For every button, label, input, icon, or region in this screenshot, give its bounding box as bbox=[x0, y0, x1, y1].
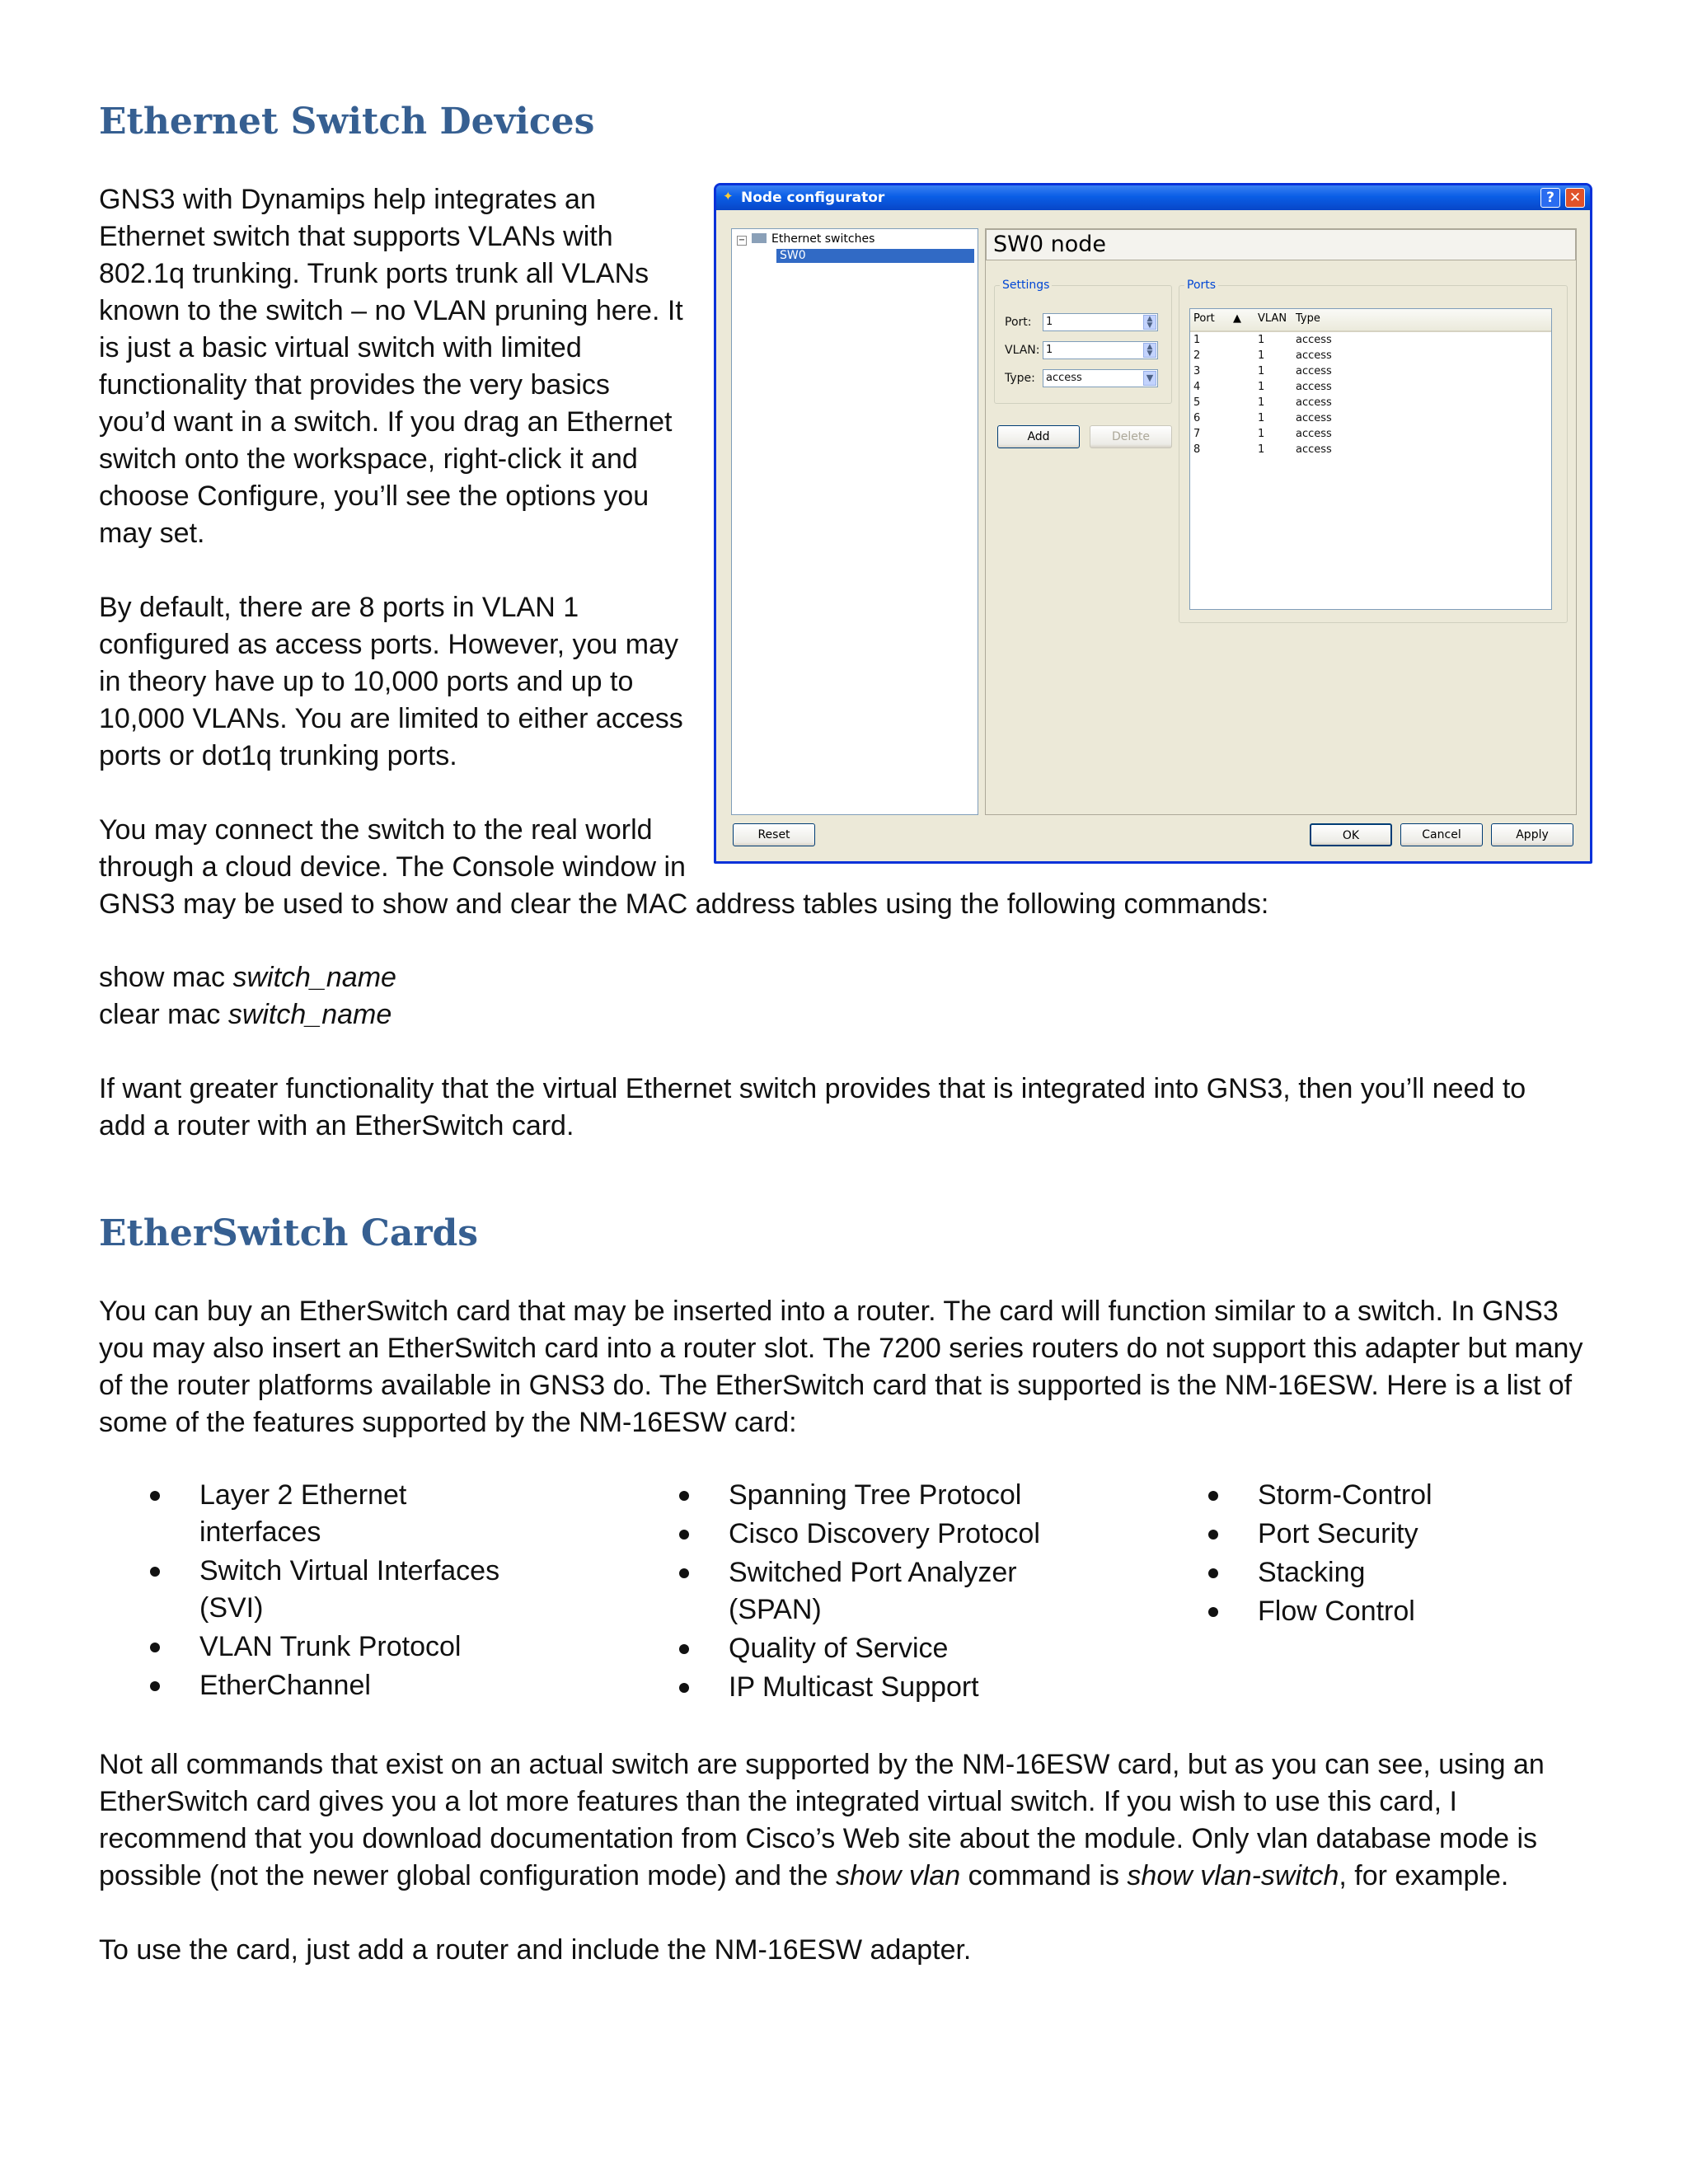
cell-vlan: 1 bbox=[1258, 365, 1265, 377]
ports-table[interactable] bbox=[1189, 308, 1552, 610]
dialog-titlebar bbox=[716, 185, 1590, 210]
cancel-button[interactable]: Cancel bbox=[1400, 823, 1483, 846]
table-row[interactable] bbox=[1190, 410, 1551, 426]
cell-vlan: 1 bbox=[1258, 381, 1265, 393]
vlan-row bbox=[1005, 341, 1158, 359]
text-line: EtherSwitch card gives you a lot more features than the integrated virtual switch. If you wish to use this card, I bbox=[99, 1786, 1457, 1817]
cell-type: access bbox=[1296, 349, 1332, 362]
spin-arrows-icon[interactable]: ▲ ▼ bbox=[1143, 315, 1156, 330]
command-show-mac bbox=[99, 959, 396, 996]
text-line bbox=[99, 1858, 1545, 1895]
settings-group bbox=[994, 279, 1172, 404]
table-row[interactable] bbox=[1190, 395, 1551, 410]
add-button[interactable]: Add bbox=[997, 425, 1080, 448]
vlan-spinbox[interactable] bbox=[1043, 341, 1158, 359]
list-item: Flow Control bbox=[1157, 1593, 1569, 1630]
cell-port: 2 bbox=[1193, 349, 1201, 362]
text-line: recommend that you download documentation from Cisco’s Web site about the module. Only vlan database mode is bbox=[99, 1823, 1538, 1854]
text-line: You can buy an EtherSwitch card that may be inserted into a router. The card will function similar to a switch. In GNS3 bbox=[99, 1296, 1559, 1327]
text-line: through a cloud device. The Console window in bbox=[99, 851, 686, 883]
text-line: you’d want in a switch. If you drag an Ethernet bbox=[99, 406, 673, 438]
emphasis-text: show vlan bbox=[836, 1860, 961, 1891]
tree-item-label: Ethernet switches bbox=[771, 232, 875, 246]
ports-legend: Ports bbox=[1187, 279, 1217, 292]
spin-arrows-icon[interactable]: ▲ ▼ bbox=[1143, 343, 1156, 358]
text-line: known to the switch – no VLAN pruning here. It bbox=[99, 295, 683, 326]
cell-vlan: 1 bbox=[1258, 428, 1265, 440]
feature-column-3 bbox=[1157, 1477, 1569, 1632]
chevron-down-icon[interactable]: ▼ bbox=[1143, 371, 1156, 386]
table-row[interactable] bbox=[1190, 379, 1551, 395]
command-clear-mac bbox=[99, 996, 396, 1033]
table-row[interactable] bbox=[1190, 363, 1551, 379]
section-heading-etherswitch-cards: EtherSwitch Cards bbox=[99, 1212, 479, 1254]
node-configurator-dialog bbox=[714, 183, 1592, 864]
etherswitch-intro-paragraph bbox=[99, 1293, 1582, 1441]
use-card-paragraph bbox=[99, 1932, 971, 1969]
vlan-value: 1 bbox=[1046, 344, 1053, 356]
cell-vlan: 1 bbox=[1258, 412, 1265, 424]
cell-type: access bbox=[1296, 381, 1332, 393]
table-row[interactable] bbox=[1190, 348, 1551, 363]
port-spinbox[interactable] bbox=[1043, 313, 1158, 331]
text-line: may set. bbox=[99, 518, 205, 549]
apply-button[interactable]: Apply bbox=[1491, 823, 1573, 846]
text-line: you may also insert an EtherSwitch card into a router slot. The 7200 series routers do not support this adapter but many bbox=[99, 1333, 1583, 1364]
type-value: access bbox=[1046, 372, 1082, 384]
cell-type: access bbox=[1296, 428, 1332, 440]
cell-vlan: 1 bbox=[1258, 349, 1265, 362]
port-row bbox=[1005, 313, 1158, 331]
table-row[interactable] bbox=[1190, 442, 1551, 457]
tree-item-sw0[interactable]: SW0 bbox=[776, 249, 974, 263]
cell-vlan: 1 bbox=[1258, 334, 1265, 346]
feature-column-1 bbox=[99, 1477, 560, 1706]
settings-legend: Settings bbox=[1002, 279, 1050, 292]
command-argument: switch_name bbox=[232, 962, 396, 993]
list-item: Port Security bbox=[1157, 1516, 1569, 1553]
type-row bbox=[1005, 369, 1158, 387]
text-line: By default, there are 8 ports in VLAN 1 bbox=[99, 592, 579, 623]
text-line: choose Configure, you’ll see the options you bbox=[99, 480, 649, 512]
cell-type: access bbox=[1296, 412, 1332, 424]
command-argument: switch_name bbox=[227, 999, 392, 1030]
cell-type: access bbox=[1296, 334, 1332, 346]
column-header-type[interactable]: Type bbox=[1296, 312, 1320, 325]
emphasis-text: show vlan-switch bbox=[1127, 1860, 1339, 1891]
list-item: Quality of Service bbox=[628, 1630, 1040, 1667]
text-line: You may connect the switch to the real world bbox=[99, 814, 653, 846]
text-line: If want greater functionality that the virtual Ethernet switch provides that is integrated into GNS3, then you’ll need to bbox=[99, 1073, 1526, 1104]
list-item: Spanning Tree Protocol bbox=[628, 1477, 1040, 1514]
cell-type: access bbox=[1296, 443, 1332, 456]
tree-item-ethernet-switches[interactable] bbox=[737, 232, 874, 246]
cell-port: 1 bbox=[1193, 334, 1201, 346]
cell-vlan: 1 bbox=[1258, 443, 1265, 456]
reset-button[interactable]: Reset bbox=[733, 823, 815, 846]
app-icon: ✦ bbox=[723, 189, 734, 204]
text-line: in theory have up to 10,000 ports and up to bbox=[99, 666, 634, 697]
command-text: clear mac bbox=[99, 999, 228, 1030]
text-line: 802.1q trunking. Trunk ports trunk all VLANs bbox=[99, 258, 649, 289]
node-title: SW0 node bbox=[986, 229, 1576, 260]
text-line: 10,000 VLANs. You are limited to either access bbox=[99, 703, 683, 734]
ok-button[interactable]: OK bbox=[1310, 823, 1392, 846]
list-item: Switch Virtual Interfaces (SVI) bbox=[99, 1553, 529, 1627]
text-line: ports or dot1q trunking ports. bbox=[99, 740, 457, 771]
column-header-port[interactable]: Port bbox=[1193, 312, 1215, 325]
intro-paragraph bbox=[99, 181, 683, 552]
greater-functionality-paragraph bbox=[99, 1071, 1526, 1145]
text-line: To use the card, just add a router and include the NM-16ESW adapter. bbox=[99, 1934, 972, 1966]
text-line: some of the features supported by the NM-16ESW card: bbox=[99, 1407, 797, 1438]
cell-vlan: 1 bbox=[1258, 396, 1265, 409]
cell-port: 6 bbox=[1193, 412, 1201, 424]
list-item: IP Multicast Support bbox=[628, 1669, 1040, 1706]
dialog-title: Node configurator bbox=[741, 190, 885, 206]
node-tree[interactable] bbox=[731, 228, 978, 815]
feature-column-2 bbox=[628, 1477, 1040, 1708]
not-all-commands-paragraph bbox=[99, 1746, 1545, 1895]
text-line: Ethernet switch that supports VLANs with bbox=[99, 221, 613, 252]
cell-port: 8 bbox=[1193, 443, 1201, 456]
port-label: Port: bbox=[1005, 316, 1032, 329]
list-item: Storm-Control bbox=[1157, 1477, 1569, 1514]
cell-type: access bbox=[1296, 396, 1332, 409]
help-icon[interactable]: ? bbox=[1540, 188, 1560, 208]
table-row[interactable] bbox=[1190, 426, 1551, 442]
section-heading-ethernet-switch-devices: Ethernet Switch Devices bbox=[99, 101, 595, 143]
delete-button[interactable]: Delete bbox=[1090, 425, 1172, 448]
text-line: add a router with an EtherSwitch card. bbox=[99, 1110, 574, 1141]
list-item: Cisco Discovery Protocol bbox=[628, 1516, 1040, 1553]
text-line: switch onto the workspace, right-click it and bbox=[99, 443, 638, 475]
text-run: , for example. bbox=[1339, 1860, 1509, 1891]
text-run: possible (not the newer global configuration mode) and the bbox=[99, 1860, 837, 1891]
cell-port: 3 bbox=[1193, 365, 1201, 377]
switch-icon bbox=[752, 233, 767, 243]
default-ports-paragraph bbox=[99, 589, 683, 775]
table-row[interactable] bbox=[1190, 332, 1551, 348]
text-line: GNS3 may be used to show and clear the MAC address tables using the following commands: bbox=[99, 888, 1269, 920]
port-value: 1 bbox=[1046, 316, 1053, 328]
text-line: configured as access ports. However, you may bbox=[99, 629, 678, 660]
list-item: VLAN Trunk Protocol bbox=[99, 1629, 560, 1666]
text-run: command is bbox=[960, 1860, 1128, 1891]
close-icon[interactable]: ✕ bbox=[1565, 188, 1585, 208]
command-list bbox=[99, 959, 396, 1033]
vlan-label: VLAN: bbox=[1005, 344, 1040, 357]
text-line: of the router platforms available in GNS3 do. The EtherSwitch card that is supported is the NM-16ESW. Here is a list of bbox=[99, 1370, 1573, 1401]
text-line: is just a basic virtual switch with limited bbox=[99, 332, 582, 363]
list-item: EtherChannel bbox=[99, 1667, 560, 1704]
cell-type: access bbox=[1296, 365, 1332, 377]
column-header-vlan[interactable]: VLAN bbox=[1258, 312, 1287, 325]
list-item: Stacking bbox=[1157, 1554, 1569, 1591]
cell-port: 5 bbox=[1193, 396, 1201, 409]
command-text: show mac bbox=[99, 962, 233, 993]
text-line: functionality that provides the very basics bbox=[99, 369, 610, 401]
type-label: Type: bbox=[1005, 372, 1035, 385]
ports-group bbox=[1179, 279, 1568, 623]
cell-port: 4 bbox=[1193, 381, 1201, 393]
node-settings-panel bbox=[985, 228, 1577, 815]
cell-port: 7 bbox=[1193, 428, 1201, 440]
list-item: Switched Port Analyzer (SPAN) bbox=[628, 1554, 1025, 1629]
type-select[interactable] bbox=[1043, 369, 1158, 387]
list-item: Layer 2 Ethernet interfaces bbox=[99, 1477, 447, 1551]
collapse-icon[interactable]: − bbox=[738, 236, 746, 245]
text-line: GNS3 with Dynamips help integrates an bbox=[99, 184, 596, 215]
text-line: Not all commands that exist on an actual switch are supported by the NM-16ESW card, but as you can see, using an bbox=[99, 1749, 1545, 1780]
sort-ascending-icon: ▲ bbox=[1233, 312, 1241, 325]
ports-table-header bbox=[1190, 309, 1551, 332]
